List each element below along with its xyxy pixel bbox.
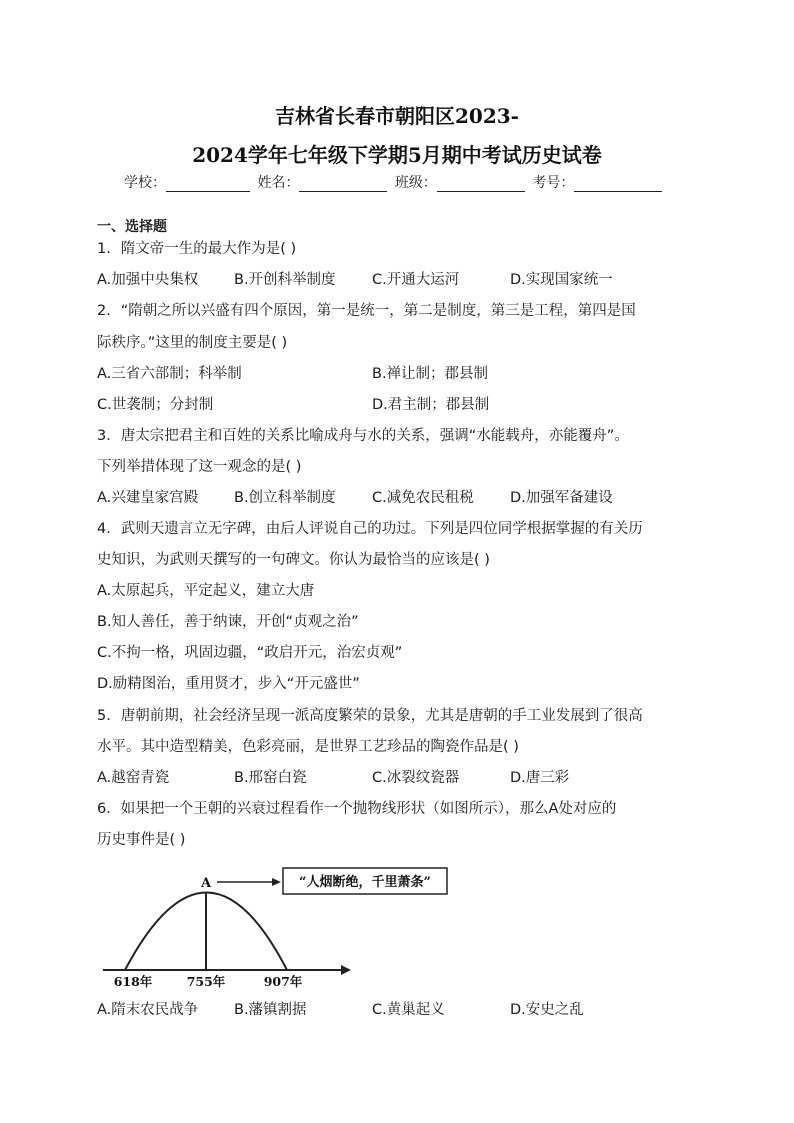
student-info-row xyxy=(124,172,665,192)
question-6-option-d[interactable]: D.安史之乱 xyxy=(510,1002,584,1018)
question-2-option-b[interactable]: B.禅让制；郡县制 xyxy=(372,366,489,382)
exam-title-line-2: 2024学年七年级下学期5月期中考试历史试卷 xyxy=(192,143,602,167)
tick-label-907: 907年 xyxy=(263,974,303,989)
question-4-stem-line-1: 4．武则天遗言立无字碑，由后人评说自己的功过。下列是四位同学根据掌握的有关历 xyxy=(97,521,643,537)
question-5-option-b[interactable]: B.邢窑白瓷 xyxy=(234,770,307,786)
question-6-option-b[interactable]: B.藩镇割据 xyxy=(234,1002,307,1018)
question-4-option-a[interactable]: A.太原起兵，平定起义，建立大唐 xyxy=(97,583,315,599)
question-5-stem-line-2: 水平。其中造型精美，色彩亮丽，是世界工艺珍品的陶瓷作品是( ) xyxy=(97,739,519,755)
question-6-option-c[interactable]: C.黄巢起义 xyxy=(372,1002,445,1018)
school-label: 学校： xyxy=(124,175,166,191)
question-5-option-d[interactable]: D.唐三彩 xyxy=(510,770,570,786)
question-5-option-a[interactable]: A.越窑青瓷 xyxy=(97,770,170,786)
question-3-option-c[interactable]: C.减免农民租税 xyxy=(372,490,474,506)
question-5-option-c[interactable]: C.冰裂纹瓷器 xyxy=(372,770,460,786)
school-blank[interactable] xyxy=(166,177,250,192)
question-1-option-a[interactable]: A.加强中央集权 xyxy=(97,272,199,288)
question-4-option-b[interactable]: B.知人善任，善于纳谏，开创“贞观之治” xyxy=(97,614,359,630)
quote-text: “人烟断绝，千里萧条” xyxy=(299,875,431,890)
question-6-stem-line-2: 历史事件是( ) xyxy=(97,832,186,848)
dynasty-parabola-figure xyxy=(97,860,457,990)
question-2-option-d[interactable]: D.君主制；郡县制 xyxy=(372,397,490,413)
question-3-option-b[interactable]: B.创立科举制度 xyxy=(234,490,336,506)
question-1-option-d[interactable]: D.实现国家统一 xyxy=(510,272,613,288)
question-2-stem-line-2: 际秩序。”这里的制度主要是( ) xyxy=(97,335,288,351)
tick-label-755: 755年 xyxy=(186,974,226,989)
question-2-option-a[interactable]: A.三省六部制；科举制 xyxy=(97,366,242,382)
timeline-arrowhead-icon xyxy=(341,965,351,975)
question-1-option-b[interactable]: B.开创科举制度 xyxy=(234,272,336,288)
question-2-option-c[interactable]: C.世袭制；分封制 xyxy=(97,397,214,413)
question-3-option-a[interactable]: A.兴建皇家宫殿 xyxy=(97,490,199,506)
class-blank[interactable] xyxy=(437,177,525,192)
peak-label-a: A xyxy=(200,876,212,891)
question-2-stem-line-1: 2．“隋朝之所以兴盛有四个原因，第一是统一，第二是制度，第三是工程，第四是国 xyxy=(97,303,636,319)
question-4-option-d[interactable]: D.励精图治，重用贤才，步入“开元盛世” xyxy=(97,676,360,692)
question-3-option-d[interactable]: D.加强军备建设 xyxy=(510,490,613,506)
question-5-stem-line-1: 5．唐朝前期，社会经济呈现一派高度繁荣的景象，尤其是唐朝的手工业发展到了很高 xyxy=(97,708,643,724)
exam-title-line-1: 吉林省长春市朝阳区2023- xyxy=(275,104,519,128)
question-3-stem-line-2: 下列举措体现了这一观念的是( ) xyxy=(97,459,302,475)
exam-no-blank[interactable] xyxy=(574,177,662,192)
tick-label-618: 618年 xyxy=(113,974,153,989)
question-4-stem-line-2: 史知识，为武则天撰写的一句碑文。你认为最恰当的应该是( ) xyxy=(97,552,490,568)
section-heading: 一、选择题 xyxy=(97,219,167,235)
exam-no-label: 考号： xyxy=(532,175,575,191)
name-label: 姓名： xyxy=(257,175,300,191)
class-label: 班级： xyxy=(394,175,437,191)
question-1-stem: 1．隋文帝一生的最大作为是( ) xyxy=(97,241,297,257)
question-6-option-a[interactable]: A.隋末农民战争 xyxy=(97,1002,199,1018)
name-blank[interactable] xyxy=(299,177,387,192)
question-6-stem-line-1: 6．如果把一个王朝的兴衰过程看作一个抛物线形状（如图所示），那么A处对应的 xyxy=(97,801,617,817)
quote-arrowhead-icon xyxy=(272,878,281,886)
question-3-stem-line-1: 3．唐太宗把君主和百姓的关系比喻成舟与水的关系，强调“水能载舟，亦能覆舟”。 xyxy=(97,428,629,444)
question-1-option-c[interactable]: C.开通大运河 xyxy=(372,272,460,288)
question-4-option-c[interactable]: C.不拘一格，巩固边疆，“政启开元，治宏贞观” xyxy=(97,645,403,661)
